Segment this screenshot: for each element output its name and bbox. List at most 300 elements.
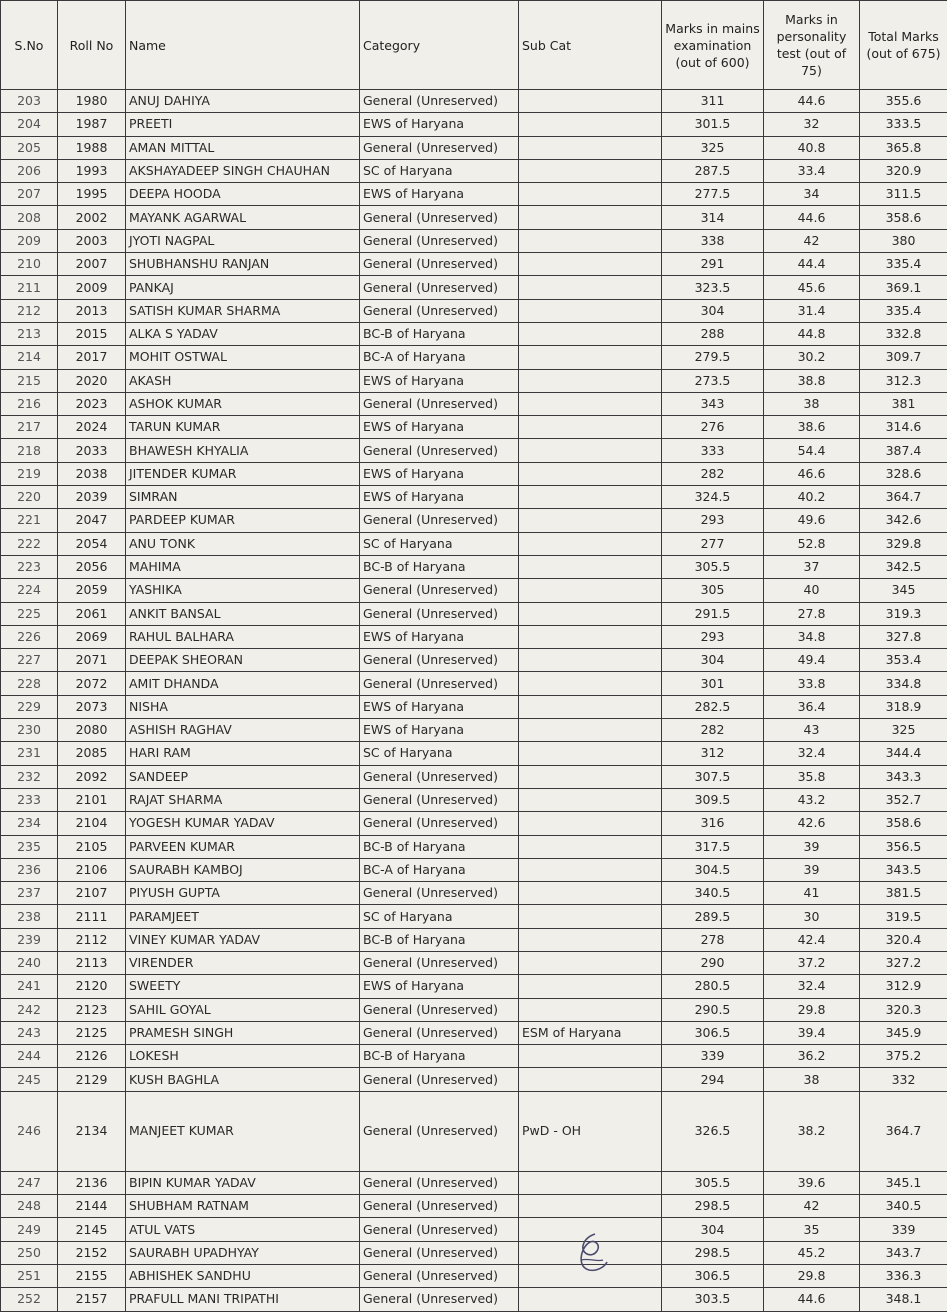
cell-category: EWS of Haryana	[360, 462, 519, 485]
cell-name: PRAMESH SINGH	[126, 1021, 360, 1044]
cell-mains-marks: 343	[662, 392, 764, 415]
cell-roll-no: 2123	[58, 998, 126, 1021]
cell-name: SHUBHANSHU RANJAN	[126, 253, 360, 276]
cell-sno: 244	[1, 1045, 58, 1068]
cell-roll-no: 1993	[58, 159, 126, 182]
cell-sub-cat	[519, 1288, 662, 1311]
table-row	[1, 788, 947, 811]
cell-personality-marks: 44.4	[764, 253, 860, 276]
cell-total-marks: 327.2	[860, 951, 947, 974]
cell-mains-marks: 340.5	[662, 882, 764, 905]
cell-sno: 245	[1, 1068, 58, 1091]
cell-name: AKSHAYADEEP SINGH CHAUHAN	[126, 159, 360, 182]
table-row	[1, 672, 947, 695]
cell-total-marks: 364.7	[860, 486, 947, 509]
cell-personality-marks: 45.2	[764, 1241, 860, 1264]
cell-personality-marks: 44.8	[764, 322, 860, 345]
cell-total-marks: 336.3	[860, 1264, 947, 1287]
cell-total-marks: 343.3	[860, 765, 947, 788]
cell-roll-no: 2061	[58, 602, 126, 625]
cell-sub-cat	[519, 812, 662, 835]
cell-mains-marks: 287.5	[662, 159, 764, 182]
cell-sub-cat	[519, 928, 662, 951]
table-row	[1, 555, 947, 578]
cell-mains-marks: 291	[662, 253, 764, 276]
cell-personality-marks: 37	[764, 555, 860, 578]
cell-category: EWS of Haryana	[360, 625, 519, 648]
cell-total-marks: 327.8	[860, 625, 947, 648]
table-row	[1, 625, 947, 648]
cell-personality-marks: 42.6	[764, 812, 860, 835]
cell-sub-cat	[519, 951, 662, 974]
cell-category: EWS of Haryana	[360, 695, 519, 718]
table-row	[1, 1264, 947, 1287]
cell-personality-marks: 32	[764, 113, 860, 136]
table-row	[1, 1068, 947, 1091]
cell-mains-marks: 309.5	[662, 788, 764, 811]
cell-sno: 239	[1, 928, 58, 951]
cell-mains-marks: 293	[662, 625, 764, 648]
cell-personality-marks: 40	[764, 579, 860, 602]
cell-category: EWS of Haryana	[360, 975, 519, 998]
cell-personality-marks: 52.8	[764, 532, 860, 555]
cell-category: General (Unreserved)	[360, 299, 519, 322]
cell-roll-no: 2056	[58, 555, 126, 578]
table-row	[1, 299, 947, 322]
cell-mains-marks: 305.5	[662, 1171, 764, 1194]
cell-sno: 242	[1, 998, 58, 1021]
cell-name: AMIT DHANDA	[126, 672, 360, 695]
cell-category: General (Unreserved)	[360, 672, 519, 695]
cell-total-marks: 329.8	[860, 532, 947, 555]
cell-sno: 237	[1, 882, 58, 905]
cell-mains-marks: 289.5	[662, 905, 764, 928]
cell-roll-no: 2120	[58, 975, 126, 998]
cell-sno: 250	[1, 1241, 58, 1264]
cell-personality-marks: 37.2	[764, 951, 860, 974]
cell-sub-cat	[519, 858, 662, 881]
cell-mains-marks: 293	[662, 509, 764, 532]
cell-roll-no: 2020	[58, 369, 126, 392]
cell-total-marks: 356.5	[860, 835, 947, 858]
table-row	[1, 1021, 947, 1044]
cell-category: General (Unreserved)	[360, 579, 519, 602]
cell-total-marks: 369.1	[860, 276, 947, 299]
cell-category: General (Unreserved)	[360, 392, 519, 415]
cell-sno: 234	[1, 812, 58, 835]
cell-sub-cat	[519, 276, 662, 299]
cell-total-marks: 353.4	[860, 649, 947, 672]
cell-personality-marks: 30.2	[764, 346, 860, 369]
cell-name: DEEPA HOODA	[126, 183, 360, 206]
cell-mains-marks: 338	[662, 229, 764, 252]
cell-total-marks: 319.5	[860, 905, 947, 928]
cell-mains-marks: 324.5	[662, 486, 764, 509]
cell-category: BC-B of Haryana	[360, 928, 519, 951]
cell-category: EWS of Haryana	[360, 719, 519, 742]
cell-mains-marks: 306.5	[662, 1264, 764, 1287]
cell-roll-no: 2059	[58, 579, 126, 602]
cell-name: SAHIL GOYAL	[126, 998, 360, 1021]
cell-total-marks: 345	[860, 579, 947, 602]
cell-personality-marks: 39.6	[764, 1171, 860, 1194]
cell-name: ATUL VATS	[126, 1218, 360, 1241]
cell-personality-marks: 32.4	[764, 742, 860, 765]
table-row	[1, 229, 947, 252]
cell-roll-no: 2071	[58, 649, 126, 672]
cell-name: DEEPAK SHEORAN	[126, 649, 360, 672]
cell-total-marks: 320.4	[860, 928, 947, 951]
cell-mains-marks: 282.5	[662, 695, 764, 718]
cell-category: General (Unreserved)	[360, 439, 519, 462]
table-row	[1, 206, 947, 229]
cell-sno: 210	[1, 253, 58, 276]
cell-name: RAHUL BALHARA	[126, 625, 360, 648]
cell-sub-cat	[519, 392, 662, 415]
cell-sno: 227	[1, 649, 58, 672]
cell-roll-no: 2013	[58, 299, 126, 322]
table-row	[1, 276, 947, 299]
cell-personality-marks: 32.4	[764, 975, 860, 998]
cell-mains-marks: 294	[662, 1068, 764, 1091]
cell-mains-marks: 291.5	[662, 602, 764, 625]
table-row	[1, 532, 947, 555]
cell-roll-no: 2112	[58, 928, 126, 951]
cell-name: VIRENDER	[126, 951, 360, 974]
cell-category: SC of Haryana	[360, 742, 519, 765]
cell-sno: 247	[1, 1171, 58, 1194]
cell-name: PREETI	[126, 113, 360, 136]
cell-sub-cat	[519, 788, 662, 811]
cell-name: ABHISHEK SANDHU	[126, 1264, 360, 1287]
cell-roll-no: 2009	[58, 276, 126, 299]
cell-roll-no: 2072	[58, 672, 126, 695]
cell-name: ANU TONK	[126, 532, 360, 555]
cell-name: AKASH	[126, 369, 360, 392]
cell-personality-marks: 40.2	[764, 486, 860, 509]
cell-category: General (Unreserved)	[360, 951, 519, 974]
cell-name: SATISH KUMAR SHARMA	[126, 299, 360, 322]
cell-mains-marks: 298.5	[662, 1241, 764, 1264]
header-roll-no: Roll No	[58, 1, 126, 90]
cell-mains-marks: 276	[662, 416, 764, 439]
cell-sno: 205	[1, 136, 58, 159]
cell-mains-marks: 282	[662, 462, 764, 485]
table-row	[1, 462, 947, 485]
cell-personality-marks: 44.6	[764, 1288, 860, 1311]
cell-sno: 222	[1, 532, 58, 555]
cell-name: PARDEEP KUMAR	[126, 509, 360, 532]
cell-sub-cat	[519, 113, 662, 136]
cell-sub-cat	[519, 555, 662, 578]
cell-sno: 238	[1, 905, 58, 928]
cell-mains-marks: 277.5	[662, 183, 764, 206]
cell-mains-marks: 290.5	[662, 998, 764, 1021]
cell-name: JYOTI NAGPAL	[126, 229, 360, 252]
table-row	[1, 695, 947, 718]
cell-personality-marks: 35.8	[764, 765, 860, 788]
cell-sno: 232	[1, 765, 58, 788]
cell-total-marks: 358.6	[860, 812, 947, 835]
cell-total-marks: 380	[860, 229, 947, 252]
cell-roll-no: 2023	[58, 392, 126, 415]
cell-roll-no: 2003	[58, 229, 126, 252]
cell-category: EWS of Haryana	[360, 369, 519, 392]
cell-sub-cat: ESM of Haryana	[519, 1021, 662, 1044]
cell-sub-cat	[519, 579, 662, 602]
cell-total-marks: 364.7	[860, 1091, 947, 1171]
cell-category: BC-B of Haryana	[360, 322, 519, 345]
cell-name: SIMRAN	[126, 486, 360, 509]
cell-sno: 213	[1, 322, 58, 345]
table-row	[1, 369, 947, 392]
cell-mains-marks: 304	[662, 649, 764, 672]
cell-roll-no: 1987	[58, 113, 126, 136]
cell-roll-no: 2054	[58, 532, 126, 555]
cell-name: PARVEEN KUMAR	[126, 835, 360, 858]
cell-name: SHUBHAM RATNAM	[126, 1195, 360, 1218]
table-row	[1, 113, 947, 136]
cell-sno: 241	[1, 975, 58, 998]
cell-mains-marks: 317.5	[662, 835, 764, 858]
cell-name: PARAMJEET	[126, 905, 360, 928]
cell-category: General (Unreserved)	[360, 1068, 519, 1091]
cell-sno: 223	[1, 555, 58, 578]
cell-personality-marks: 35	[764, 1218, 860, 1241]
table-row	[1, 882, 947, 905]
cell-mains-marks: 277	[662, 532, 764, 555]
table-row	[1, 322, 947, 345]
cell-category: General (Unreserved)	[360, 1091, 519, 1171]
cell-mains-marks: 288	[662, 322, 764, 345]
cell-sub-cat	[519, 206, 662, 229]
cell-category: SC of Haryana	[360, 159, 519, 182]
cell-roll-no: 2033	[58, 439, 126, 462]
cell-name: SAURABH UPADHYAY	[126, 1241, 360, 1264]
cell-personality-marks: 29.8	[764, 998, 860, 1021]
cell-name: SWEETY	[126, 975, 360, 998]
cell-total-marks: 320.9	[860, 159, 947, 182]
cell-total-marks: 387.4	[860, 439, 947, 462]
cell-total-marks: 381	[860, 392, 947, 415]
cell-sub-cat	[519, 253, 662, 276]
cell-sub-cat	[519, 90, 662, 113]
cell-roll-no: 2085	[58, 742, 126, 765]
cell-total-marks: 332.8	[860, 322, 947, 345]
cell-personality-marks: 46.6	[764, 462, 860, 485]
cell-sub-cat	[519, 602, 662, 625]
cell-category: General (Unreserved)	[360, 788, 519, 811]
header-personality-marks: Marks in personality test (out of 75)	[764, 1, 860, 90]
cell-total-marks: 320.3	[860, 998, 947, 1021]
cell-sno: 224	[1, 579, 58, 602]
table-row	[1, 136, 947, 159]
cell-personality-marks: 39	[764, 858, 860, 881]
cell-category: General (Unreserved)	[360, 882, 519, 905]
cell-sno: 219	[1, 462, 58, 485]
table-row	[1, 905, 947, 928]
cell-total-marks: 348.1	[860, 1288, 947, 1311]
cell-category: General (Unreserved)	[360, 1021, 519, 1044]
cell-sno: 233	[1, 788, 58, 811]
cell-sub-cat	[519, 439, 662, 462]
cell-roll-no: 1980	[58, 90, 126, 113]
cell-roll-no: 2105	[58, 835, 126, 858]
cell-total-marks: 345.9	[860, 1021, 947, 1044]
cell-category: BC-A of Haryana	[360, 858, 519, 881]
cell-mains-marks: 301	[662, 672, 764, 695]
table-row	[1, 1171, 947, 1194]
cell-sub-cat	[519, 299, 662, 322]
cell-personality-marks: 42.4	[764, 928, 860, 951]
cell-personality-marks: 40.8	[764, 136, 860, 159]
cell-sub-cat	[519, 625, 662, 648]
cell-name: KUSH BAGHLA	[126, 1068, 360, 1091]
cell-total-marks: 339	[860, 1218, 947, 1241]
cell-sno: 230	[1, 719, 58, 742]
cell-total-marks: 333.5	[860, 113, 947, 136]
cell-sno: 251	[1, 1264, 58, 1287]
cell-total-marks: 365.8	[860, 136, 947, 159]
cell-sno: 216	[1, 392, 58, 415]
cell-total-marks: 340.5	[860, 1195, 947, 1218]
cell-total-marks: 343.5	[860, 858, 947, 881]
cell-category: General (Unreserved)	[360, 136, 519, 159]
header-row	[1, 1, 947, 90]
cell-personality-marks: 34	[764, 183, 860, 206]
cell-total-marks: 375.2	[860, 1045, 947, 1068]
cell-name: SANDEEP	[126, 765, 360, 788]
cell-roll-no: 2126	[58, 1045, 126, 1068]
cell-sub-cat	[519, 998, 662, 1021]
cell-mains-marks: 278	[662, 928, 764, 951]
cell-mains-marks: 304.5	[662, 858, 764, 881]
cell-roll-no: 2113	[58, 951, 126, 974]
cell-roll-no: 2047	[58, 509, 126, 532]
cell-personality-marks: 27.8	[764, 602, 860, 625]
cell-category: General (Unreserved)	[360, 765, 519, 788]
cell-name: JITENDER KUMAR	[126, 462, 360, 485]
cell-sno: 236	[1, 858, 58, 881]
cell-sub-cat	[519, 882, 662, 905]
cell-total-marks: 355.6	[860, 90, 947, 113]
cell-personality-marks: 36.4	[764, 695, 860, 718]
cell-sno: 209	[1, 229, 58, 252]
cell-name: ANKIT BANSAL	[126, 602, 360, 625]
cell-personality-marks: 43	[764, 719, 860, 742]
cell-category: General (Unreserved)	[360, 1264, 519, 1287]
cell-name: TARUN KUMAR	[126, 416, 360, 439]
cell-personality-marks: 33.8	[764, 672, 860, 695]
cell-personality-marks: 42	[764, 1195, 860, 1218]
header-name: Name	[126, 1, 360, 90]
cell-personality-marks: 49.6	[764, 509, 860, 532]
cell-personality-marks: 39.4	[764, 1021, 860, 1044]
cell-mains-marks: 304	[662, 1218, 764, 1241]
cell-name: ASHISH RAGHAV	[126, 719, 360, 742]
cell-total-marks: 352.7	[860, 788, 947, 811]
cell-sub-cat	[519, 975, 662, 998]
cell-sub-cat	[519, 159, 662, 182]
cell-mains-marks: 305.5	[662, 555, 764, 578]
cell-sub-cat	[519, 1171, 662, 1194]
cell-sno: 211	[1, 276, 58, 299]
cell-sno: 215	[1, 369, 58, 392]
cell-mains-marks: 273.5	[662, 369, 764, 392]
table-row	[1, 812, 947, 835]
table-row	[1, 998, 947, 1021]
cell-mains-marks: 307.5	[662, 765, 764, 788]
cell-sub-cat	[519, 509, 662, 532]
cell-total-marks: 334.8	[860, 672, 947, 695]
cell-sub-cat	[519, 695, 662, 718]
cell-roll-no: 2092	[58, 765, 126, 788]
cell-personality-marks: 30	[764, 905, 860, 928]
table-row	[1, 486, 947, 509]
results-body	[1, 90, 947, 1312]
header-mains-marks: Marks in mains examination (out of 600)	[662, 1, 764, 90]
cell-sno: 231	[1, 742, 58, 765]
cell-sub-cat	[519, 486, 662, 509]
cell-total-marks: 314.6	[860, 416, 947, 439]
table-row	[1, 1218, 947, 1241]
table-row	[1, 1241, 947, 1264]
cell-roll-no: 2136	[58, 1171, 126, 1194]
cell-sno: 212	[1, 299, 58, 322]
cell-name: NISHA	[126, 695, 360, 718]
cell-roll-no: 2106	[58, 858, 126, 881]
cell-category: General (Unreserved)	[360, 998, 519, 1021]
cell-category: General (Unreserved)	[360, 90, 519, 113]
cell-roll-no: 2007	[58, 253, 126, 276]
cell-roll-no: 2080	[58, 719, 126, 742]
cell-sub-cat	[519, 1068, 662, 1091]
cell-sno: 204	[1, 113, 58, 136]
cell-name: MANJEET KUMAR	[126, 1091, 360, 1171]
table-row	[1, 742, 947, 765]
cell-sub-cat	[519, 346, 662, 369]
cell-mains-marks: 279.5	[662, 346, 764, 369]
cell-roll-no: 2024	[58, 416, 126, 439]
table-row	[1, 346, 947, 369]
cell-sub-cat	[519, 1195, 662, 1218]
cell-name: MOHIT OSTWAL	[126, 346, 360, 369]
cell-sno: 249	[1, 1218, 58, 1241]
cell-mains-marks: 280.5	[662, 975, 764, 998]
cell-sno: 214	[1, 346, 58, 369]
cell-category: General (Unreserved)	[360, 1241, 519, 1264]
cell-name: YASHIKA	[126, 579, 360, 602]
cell-category: EWS of Haryana	[360, 183, 519, 206]
cell-name: LOKESH	[126, 1045, 360, 1068]
cell-total-marks: 358.6	[860, 206, 947, 229]
cell-category: SC of Haryana	[360, 532, 519, 555]
cell-category: General (Unreserved)	[360, 1171, 519, 1194]
cell-category: BC-B of Haryana	[360, 835, 519, 858]
cell-name: BIPIN KUMAR YADAV	[126, 1171, 360, 1194]
cell-personality-marks: 34.8	[764, 625, 860, 648]
table-row	[1, 602, 947, 625]
cell-sub-cat	[519, 416, 662, 439]
cell-roll-no: 2038	[58, 462, 126, 485]
cell-mains-marks: 305	[662, 579, 764, 602]
cell-sub-cat	[519, 672, 662, 695]
cell-sno: 225	[1, 602, 58, 625]
cell-mains-marks: 304	[662, 299, 764, 322]
cell-personality-marks: 38	[764, 1068, 860, 1091]
cell-roll-no: 2002	[58, 206, 126, 229]
cell-mains-marks: 325	[662, 136, 764, 159]
